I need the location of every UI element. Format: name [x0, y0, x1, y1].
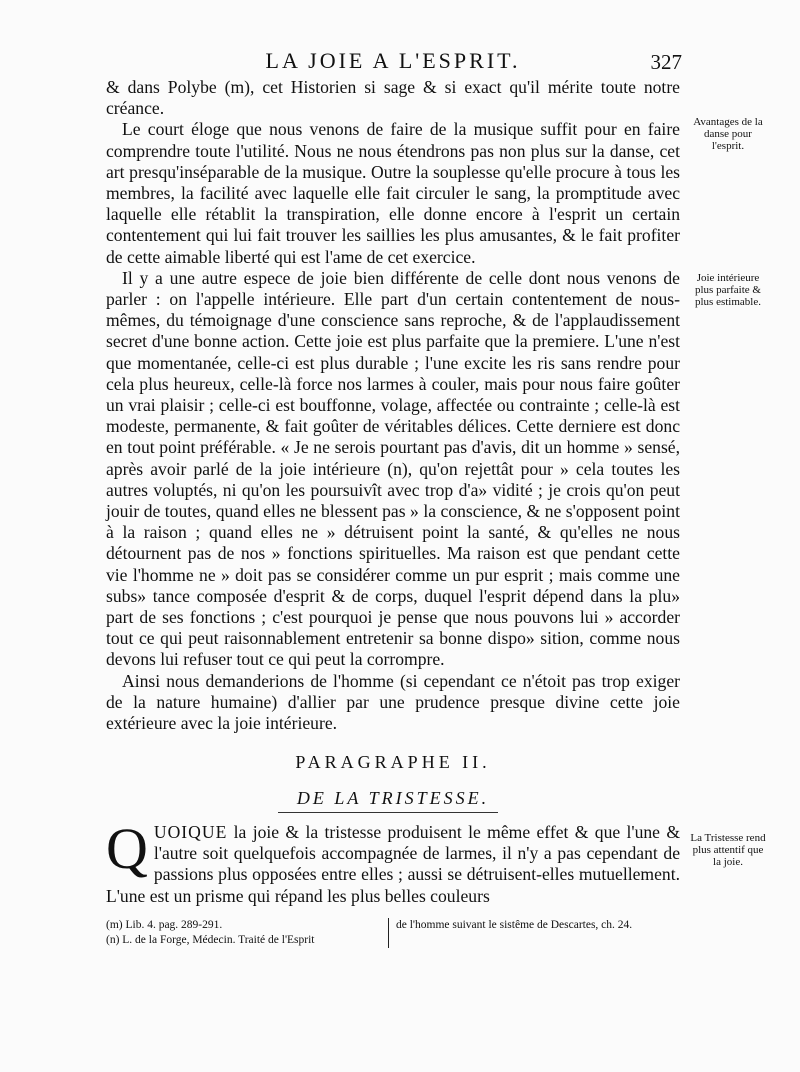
section-heading: PARAGRAPHE II.	[295, 752, 491, 772]
tristesse-paragraph	[106, 816, 680, 907]
footnotes	[106, 918, 680, 952]
running-title: LA JOIE A L'ESPRIT.	[265, 48, 521, 73]
drop-cap: Q	[106, 816, 148, 881]
footnote-n-continued: de l'homme suivant le sistême de Descartes, ch. 24.	[396, 919, 633, 931]
main-text	[106, 77, 680, 734]
paragraph-conclusion: Ainsi nous demanderions de l'homme (si cependant ce n'étoit pas trop exiger de la nature humaine) d'allier par une prudence presque divine cette joie extérieure avec la joie intérieure.	[106, 670, 680, 734]
footnote-n: (n) L. de la Forge, Médecin. Traité de l'Esprit	[106, 934, 315, 946]
heading-rule	[278, 812, 498, 813]
section-subheading: DE LA TRISTESSE.	[296, 788, 490, 808]
page-header	[108, 48, 682, 74]
margin-note-tristesse: La Tristesse rend plus attentif que la joie.	[690, 832, 766, 868]
footnote-m: (m) Lib. 4. pag. 289-291.	[106, 919, 223, 931]
paragraph-continuation: & dans Polybe (m), cet Historien si sage & si exact qu'il mérite toute notre créance.	[106, 77, 680, 119]
margin-note-joie: Joie intérieure plus parfaite & plus estimable.	[695, 272, 761, 308]
tristesse-text: la joie & la tristesse produisent le même effet & que l'une & l'autre soit quelquefois accompagnée de larmes, il n'y a pas cependant de passions plus opposées entre elles ; aussi se détruisent-elles mutuellement. L'une est un prisme qui répand les plus belles couleurs	[106, 822, 680, 906]
paragraph-danse: Le court éloge que nous venons de faire de la musique suffit pour en faire comprendre toute l'utilité. Nous ne nous étendrons pas non plus sur la danse, cet art presqu'inséparable de la musique. Outre la souplesse qu'elle procure à tous les membres, la facilité avec laquelle elle fait circuler le sang, la promptitude avec laquelle elle rétablit la transpiration, elle donne encore à l'esprit un certain contentement qui lui fait trouver les saillies les plus amusantes, & le fait profiter de cette aimable liberté qui est l'ame de cet exercice.	[106, 119, 680, 267]
footnotes-left	[106, 918, 376, 948]
footnotes-right	[396, 918, 686, 933]
paragraph-joie-interieure: Il y a une autre espece de joie bien différente de celle dont nous venons de parler : on l'appelle intérieure. Elle part d'un certain contentement de nous-mêmes, du témoignage d'une conscience sans reproche, & de l'applaudissement secret d'une bonne action. Cette joie est plus parfaite que la premiere. L'une n'est que momentanée, celle-ci est plus durable ; l'une excite les ris sans rendre pour cela plus heureux, celle-là force nos larmes à couler, mais pour nous faire goûter un vrai plaisir ; celle-ci est bouffonne, volage, affectée ou contrainte ; celle-là est modeste, permanente, & fait goûter de véritables délices. Cette derniere est donc en tout point préférable. « Je ne serois pourtant pas d'avis, dit un homme » sensé, après avoir parlé de la joie intérieure (n), qu'on rejettât pour » cela toutes les autres voluptés, ni qu'on les poursuivît avec trop d'a» vidité ; je crois qu'on peut jouir de toutes, quand elles ne blessent pas » la conscience, & ne s'opposent point à la raison ; quand elles ne » détruisent point la santé, & qu'elles ne nous détournent pas de nos » fonctions spirituelles. Ma raison est que pendant cette vie l'homme ne » doit pas se considérer comme un pur esprit ; mais comme une subs» tance composée d'esprit & de corps, duquel l'esprit dépend dans la plu» part de ses fonctions ; c'est pourquoi je pense que nous pouvons lui » accorder tout ce qui peut raisonnablement entretenir sa bonne dispo» sition, comme nous devons lui refuser tout ce qui peut la corrompre.	[106, 267, 680, 670]
footnote-divider	[388, 918, 389, 948]
page-number: 327	[650, 50, 682, 74]
margin-note-danse: Avantages de la danse pour l'esprit.	[693, 116, 763, 152]
lead-word: UOIQUE	[153, 822, 228, 842]
